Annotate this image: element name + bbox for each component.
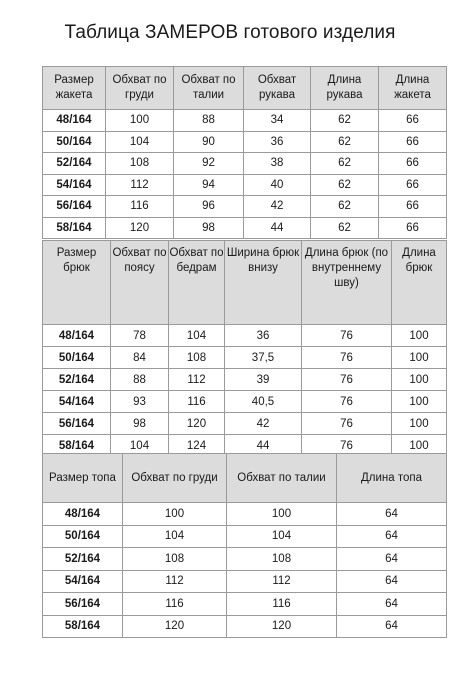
value-cell: 108 xyxy=(123,548,227,571)
value-cell: 62 xyxy=(311,110,379,132)
value-cell: 90 xyxy=(174,131,244,153)
value-cell: 100 xyxy=(106,110,174,132)
value-cell: 62 xyxy=(311,217,379,239)
value-cell: 94 xyxy=(174,174,244,196)
column-header: Размер топа xyxy=(43,454,123,503)
value-cell: 62 xyxy=(311,153,379,175)
value-cell: 40,5 xyxy=(225,391,302,413)
value-cell: 44 xyxy=(244,217,311,239)
column-header: Размер жакета xyxy=(43,67,106,110)
value-cell: 37,5 xyxy=(225,347,302,369)
value-cell: 98 xyxy=(111,413,169,435)
table-row xyxy=(43,110,447,132)
value-cell: 104 xyxy=(123,525,227,548)
value-cell: 104 xyxy=(169,325,225,347)
table-row xyxy=(43,131,447,153)
size-cell: 54/164 xyxy=(43,174,106,196)
value-cell: 120 xyxy=(227,615,337,638)
value-cell: 116 xyxy=(123,593,227,616)
size-cell: 50/164 xyxy=(43,347,111,369)
value-cell: 104 xyxy=(111,435,169,457)
table-row xyxy=(43,347,447,369)
value-cell: 76 xyxy=(302,347,392,369)
table-row xyxy=(43,325,447,347)
value-cell: 104 xyxy=(227,525,337,548)
value-cell: 100 xyxy=(392,369,447,391)
value-cell: 66 xyxy=(379,110,447,132)
value-cell: 66 xyxy=(379,153,447,175)
value-cell: 44 xyxy=(225,435,302,457)
value-cell: 116 xyxy=(227,593,337,616)
value-cell: 100 xyxy=(392,325,447,347)
value-cell: 96 xyxy=(174,196,244,218)
column-header: Длина топа xyxy=(337,454,447,503)
size-cell: 56/164 xyxy=(43,413,111,435)
value-cell: 64 xyxy=(337,525,447,548)
column-header: Длина брюк (по внутреннему шву) xyxy=(302,241,392,325)
size-cell: 54/164 xyxy=(43,391,111,413)
value-cell: 64 xyxy=(337,548,447,571)
value-cell: 66 xyxy=(379,131,447,153)
value-cell: 34 xyxy=(244,110,311,132)
table-row xyxy=(43,548,447,571)
value-cell: 108 xyxy=(227,548,337,571)
value-cell: 76 xyxy=(302,435,392,457)
column-header: Обхват по талии xyxy=(174,67,244,110)
table-row xyxy=(43,391,447,413)
table-row xyxy=(43,196,447,218)
value-cell: 42 xyxy=(225,413,302,435)
value-cell: 100 xyxy=(392,347,447,369)
table-row xyxy=(43,369,447,391)
value-cell: 36 xyxy=(244,131,311,153)
size-cell: 56/164 xyxy=(43,593,123,616)
value-cell: 64 xyxy=(337,570,447,593)
table-row xyxy=(43,153,447,175)
size-cell: 58/164 xyxy=(43,615,123,638)
value-cell: 108 xyxy=(169,347,225,369)
value-cell: 78 xyxy=(111,325,169,347)
size-cell: 54/164 xyxy=(43,570,123,593)
column-header: Обхват по поясу xyxy=(111,241,169,325)
value-cell: 88 xyxy=(111,369,169,391)
value-cell: 112 xyxy=(227,570,337,593)
table-row xyxy=(43,217,447,239)
table-row xyxy=(43,503,447,526)
value-cell: 76 xyxy=(302,369,392,391)
value-cell: 116 xyxy=(106,196,174,218)
value-cell: 100 xyxy=(392,391,447,413)
value-cell: 64 xyxy=(337,615,447,638)
value-cell: 112 xyxy=(123,570,227,593)
value-cell: 66 xyxy=(379,217,447,239)
table-header-row xyxy=(43,454,447,503)
column-header: Размер брюк xyxy=(43,241,111,325)
size-cell: 58/164 xyxy=(43,435,111,457)
table-row xyxy=(43,615,447,638)
value-cell: 92 xyxy=(174,153,244,175)
value-cell: 100 xyxy=(392,413,447,435)
column-header: Обхват по груди xyxy=(106,67,174,110)
value-cell: 120 xyxy=(106,217,174,239)
size-cell: 48/164 xyxy=(43,503,123,526)
value-cell: 124 xyxy=(169,435,225,457)
value-cell: 66 xyxy=(379,196,447,218)
value-cell: 93 xyxy=(111,391,169,413)
jacket-measurements-table xyxy=(42,66,447,239)
size-cell: 50/164 xyxy=(43,131,106,153)
page-title: Таблица ЗАМЕРОВ готового изделия xyxy=(64,22,396,43)
column-header: Длина рукава xyxy=(311,67,379,110)
value-cell: 116 xyxy=(169,391,225,413)
table-row xyxy=(43,570,447,593)
value-cell: 62 xyxy=(311,131,379,153)
size-cell: 52/164 xyxy=(43,153,106,175)
value-cell: 76 xyxy=(302,413,392,435)
value-cell: 98 xyxy=(174,217,244,239)
size-cell: 56/164 xyxy=(43,196,106,218)
value-cell: 104 xyxy=(106,131,174,153)
size-cell: 48/164 xyxy=(43,110,106,132)
size-cell: 58/164 xyxy=(43,217,106,239)
size-cell: 52/164 xyxy=(43,548,123,571)
size-cell: 52/164 xyxy=(43,369,111,391)
table-row xyxy=(43,413,447,435)
pants-measurements-table xyxy=(42,240,447,457)
size-cell: 50/164 xyxy=(43,525,123,548)
table-body xyxy=(43,503,447,638)
value-cell: 120 xyxy=(123,615,227,638)
value-cell: 36 xyxy=(225,325,302,347)
top-measurements-table xyxy=(42,453,447,638)
table-body xyxy=(43,325,447,457)
value-cell: 62 xyxy=(311,196,379,218)
column-header: Длина брюк xyxy=(392,241,447,325)
value-cell: 112 xyxy=(106,174,174,196)
table-header-row xyxy=(43,241,447,325)
column-header: Обхват по талии xyxy=(227,454,337,503)
value-cell: 76 xyxy=(302,325,392,347)
table-row xyxy=(43,174,447,196)
value-cell: 100 xyxy=(227,503,337,526)
value-cell: 40 xyxy=(244,174,311,196)
value-cell: 100 xyxy=(123,503,227,526)
column-header: Обхват рукава xyxy=(244,67,311,110)
value-cell: 76 xyxy=(302,391,392,413)
value-cell: 66 xyxy=(379,174,447,196)
table-row xyxy=(43,593,447,616)
table-header-row xyxy=(43,67,447,110)
size-cell: 48/164 xyxy=(43,325,111,347)
value-cell: 120 xyxy=(169,413,225,435)
column-header: Обхват по груди xyxy=(123,454,227,503)
value-cell: 84 xyxy=(111,347,169,369)
column-header: Длина жакета xyxy=(379,67,447,110)
value-cell: 100 xyxy=(392,435,447,457)
value-cell: 108 xyxy=(106,153,174,175)
value-cell: 62 xyxy=(311,174,379,196)
column-header: Обхват по бедрам xyxy=(169,241,225,325)
value-cell: 64 xyxy=(337,593,447,616)
value-cell: 39 xyxy=(225,369,302,391)
value-cell: 38 xyxy=(244,153,311,175)
table-body xyxy=(43,110,447,239)
column-header: Ширина брюк внизу xyxy=(225,241,302,325)
value-cell: 88 xyxy=(174,110,244,132)
value-cell: 42 xyxy=(244,196,311,218)
table-row xyxy=(43,525,447,548)
value-cell: 64 xyxy=(337,503,447,526)
value-cell: 112 xyxy=(169,369,225,391)
